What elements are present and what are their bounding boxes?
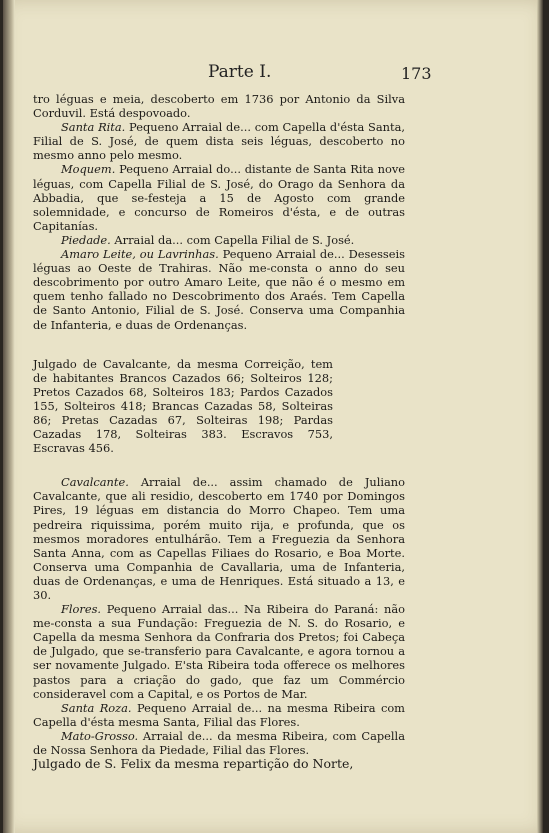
paragraph-piedade: Piedade. Arraial da... com Capella Filial de S. José. (61, 232, 355, 247)
paragraph-continuation: tro léguas e meia, descoberto em 1736 por Antonio da Silva Corduvil. Está despovoado. (33, 92, 405, 121)
julgado-cavalcante-census: Julgado de Cavalcante, da mesma Correição, tem de habitantes Brancos Cazados 66; Solteiros 128; Pretos Cazados 68, Solteiros 183; Pardos Cazados 155, Solteiros 418; Brancas Cazadas 58, Solteiras 86; Pretas Cazadas 67, Solteiras 198; Pardas Cazadas 178, Solteiras 383. Escravos 753, Escravas 456. (33, 356, 333, 456)
paragraph-flores: Flores. Pequeno Arraial das... Na Ribeira do Paraná: não me-consta a sua Fundação: Freguezia de N. S. do Rosario, e Capella da mesma Senhora da Confraria dos Pretos; foi Cabeça de Julgado, que se-transferio para Cavalcante, e agora tornou a ser novamente Julgado. E'sta Ribeira toda offerece os melhores pastos para a criação do gado, que faz um Commércio consideravel com a Capital, e os Portos de Mar. (33, 602, 405, 701)
julgado-s-felix-heading: Julgado de S. Felix da mesma repartição do Norte, (33, 756, 354, 772)
book-page (3, 0, 543, 833)
running-title: Parte I. (208, 62, 272, 82)
paragraph-mato-grosso: Mato-Grosso. Arraial de... da mesma Ribeira, com Capella de Nossa Senhora da Piedade, Filial das Flores. (33, 728, 405, 758)
body-text (33, 92, 405, 771)
page-edge (537, 0, 543, 833)
paragraph-santa-roza: Santa Roza. Pequeno Arraial de... na mesma Ribeira com Capella d'ésta mesma Santa, Filial das Flores. (33, 700, 405, 729)
paragraph-cavalcante: Cavalcante. Arraial de... assim chamado de Juliano Cavalcante, que ali residio, descoberto em 1740 por Domingos Pires, 19 léguas em distancia do Morro Chapeo. Tem uma pedreira riquissima, porém muito rija, e profunda, que os mesmos moradores entulhárão. Tem a Freguezia da Senhora Santa Anna, com as Capellas Filiaes do Rosario, e Boa Morte. Conserva uma Companhia de Cavallaria, uma de Infanteria, duas de Ordenanças, e uma de Henriques. Está situado a 13, e 30. (33, 475, 405, 602)
page-header (3, 62, 543, 86)
paragraph-santa-rita: Santa Rita. Pequeno Arraial de... com Capella d'ésta Santa, Filial de S. José, de quem dista seis léguas, descoberto no mesmo anno pelo mesmo. (33, 120, 405, 163)
paragraph-moquem: Moquem. Pequeno Arraial do... distante de Santa Rita nove léguas, com Capella Filial de S. José, do Orago da Senhora da Abbadia, que se-festeja a 15 de Agosto com grande solemnidade, e concurso de Romeiros d'ésta, e de outras Capitanías. (33, 162, 405, 233)
paragraph-amaro-leite: Amaro Leite, ou Lavrinhas. Pequeno Arraial de... Desesseis léguas ao Oeste de Trahiras. Não me-consta o anno do seu descobrimento por outro Amaro Leite, que não é o mesmo em quem tenho fallado no Descobrimento dos Araés. Tem Capella de Santo Antonio, Filial de S. José. Conserva uma Companhia de Infanteria, e duas de Ordenanças. (33, 247, 405, 332)
page-binding (3, 0, 15, 833)
page-number: 173 (401, 64, 432, 83)
